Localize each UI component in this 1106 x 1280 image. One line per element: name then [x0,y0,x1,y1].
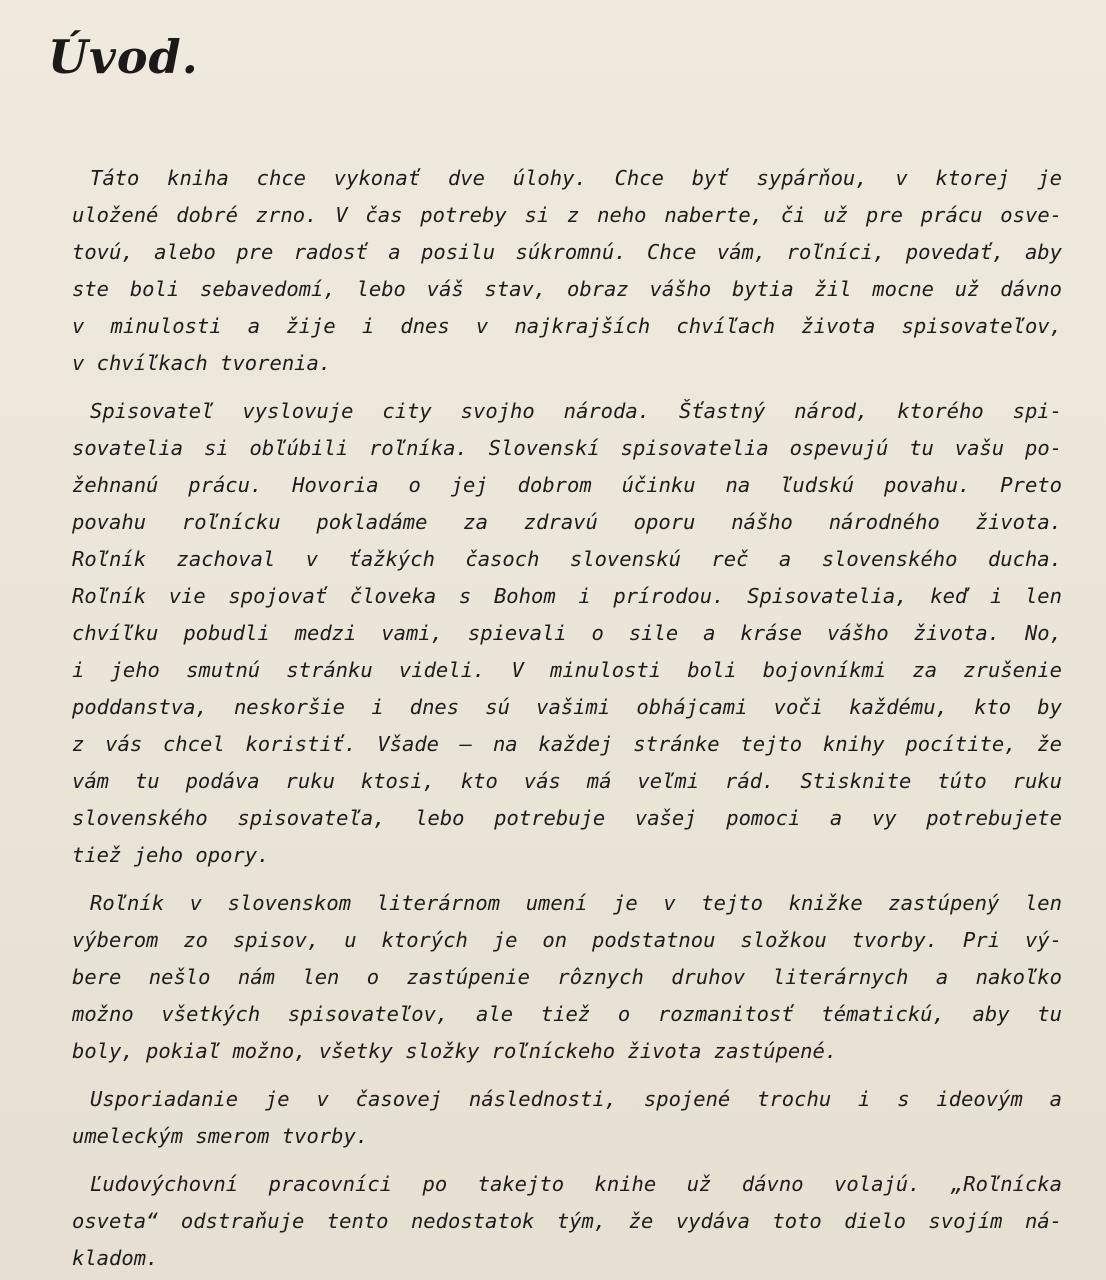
text-line: bere nešlo nám len o zastúpenie rôznych druhov literárnych a nakoľko [72,965,1062,989]
text-line: poddanstva, neskoršie i dnes sú vašimi obhájcami voči každému, kto by [72,695,1062,719]
text-line: Roľník v slovenskom literárnom umení je v tejto knižke zastúpený len [90,891,1062,915]
text-line: osveta“ odstraňuje tento nedostatok tým, že vydáva toto dielo svojím ná- [72,1209,1062,1233]
text-line: vám tu podáva ruku ktosi, kto vás má veľmi rád. Stisknite túto ruku [72,769,1062,793]
text-line: Roľník vie spojovať človeka s Bohom i prírodou. Spisovatelia, keď i len [72,584,1062,608]
text-line: boly, pokiaľ možno, všetky složky roľníckeho života zastúpené. [72,1039,838,1063]
text-line: tovú, alebo pre radosť a posilu súkromnú. Chce vám, roľníci, povedať, aby [72,240,1062,264]
page-title: Úvod. [48,30,199,84]
text-line: v chvíľkach tvorenia. [72,351,332,375]
text-line: povahu roľnícku pokladáme za zdravú oporu nášho národného života. [72,510,1062,534]
paragraph [72,1166,1080,1277]
text-line: Roľník zachoval v ťažkých časoch slovenskú reč a slovenského ducha. [72,547,1062,571]
text-line: uložené dobré zrno. V čas potreby si z neho naberte, či už pre prácu osve- [72,203,1062,227]
text-line: tiež jeho opory. [72,843,270,867]
text-line: Spisovateľ vyslovuje city svojho národa. Šťastný národ, ktorého spi- [90,399,1062,423]
text-line: chvíľku pobudli medzi vami, spievali o sile a kráse vášho života. No, [72,621,1062,645]
text-line: žehnanú prácu. Hovoria o jej dobrom účinku na ľudskú povahu. Preto [72,473,1062,497]
text-line: kladom. [72,1246,159,1270]
text-line: Usporiadanie je v časovej následnosti, spojené trochu i s ideovým a [90,1087,1062,1111]
text-line: možno všetkých spisovateľov, ale tiež o rozmanitosť tématickú, aby tu [72,1002,1062,1026]
paragraph [72,160,1080,382]
paragraph [72,1081,1080,1155]
text-line: i jeho smutnú stránku videli. V minulosti boli bojovníkmi za zrušenie [72,658,1062,682]
text-line: z vás chcel koristiť. Všade — na každej stránke tejto knihy pocítite, že [72,732,1062,756]
paragraph [72,885,1080,1070]
text-line: ste boli sebavedomí, lebo váš stav, obraz vášho bytia žil mocne už dávno [72,277,1062,301]
text-line: Ľudovýchovní pracovníci po takejto knihe už dávno volajú. „Roľnícka [90,1172,1062,1196]
text-line: výberom zo spisov, u ktorých je on podstatnou složkou tvorby. Pri vý- [72,928,1062,952]
text-line: Táto kniha chce vykonať dve úlohy. Chce byť sypárňou, v ktorej je [90,166,1062,190]
text-line: sovatelia si obľúbili roľníka. Slovenskí spisovatelia ospevujú tu vašu po- [72,436,1062,460]
text-line: slovenského spisovateľa, lebo potrebuje vašej pomoci a vy potrebujete [72,806,1062,830]
text-line: umeleckým smerom tvorby. [72,1124,369,1148]
body-text [72,160,1080,1280]
paragraph [72,393,1080,874]
text-line: v minulosti a žije i dnes v najkrajších chvíľach života spisovateľov, [72,314,1062,338]
